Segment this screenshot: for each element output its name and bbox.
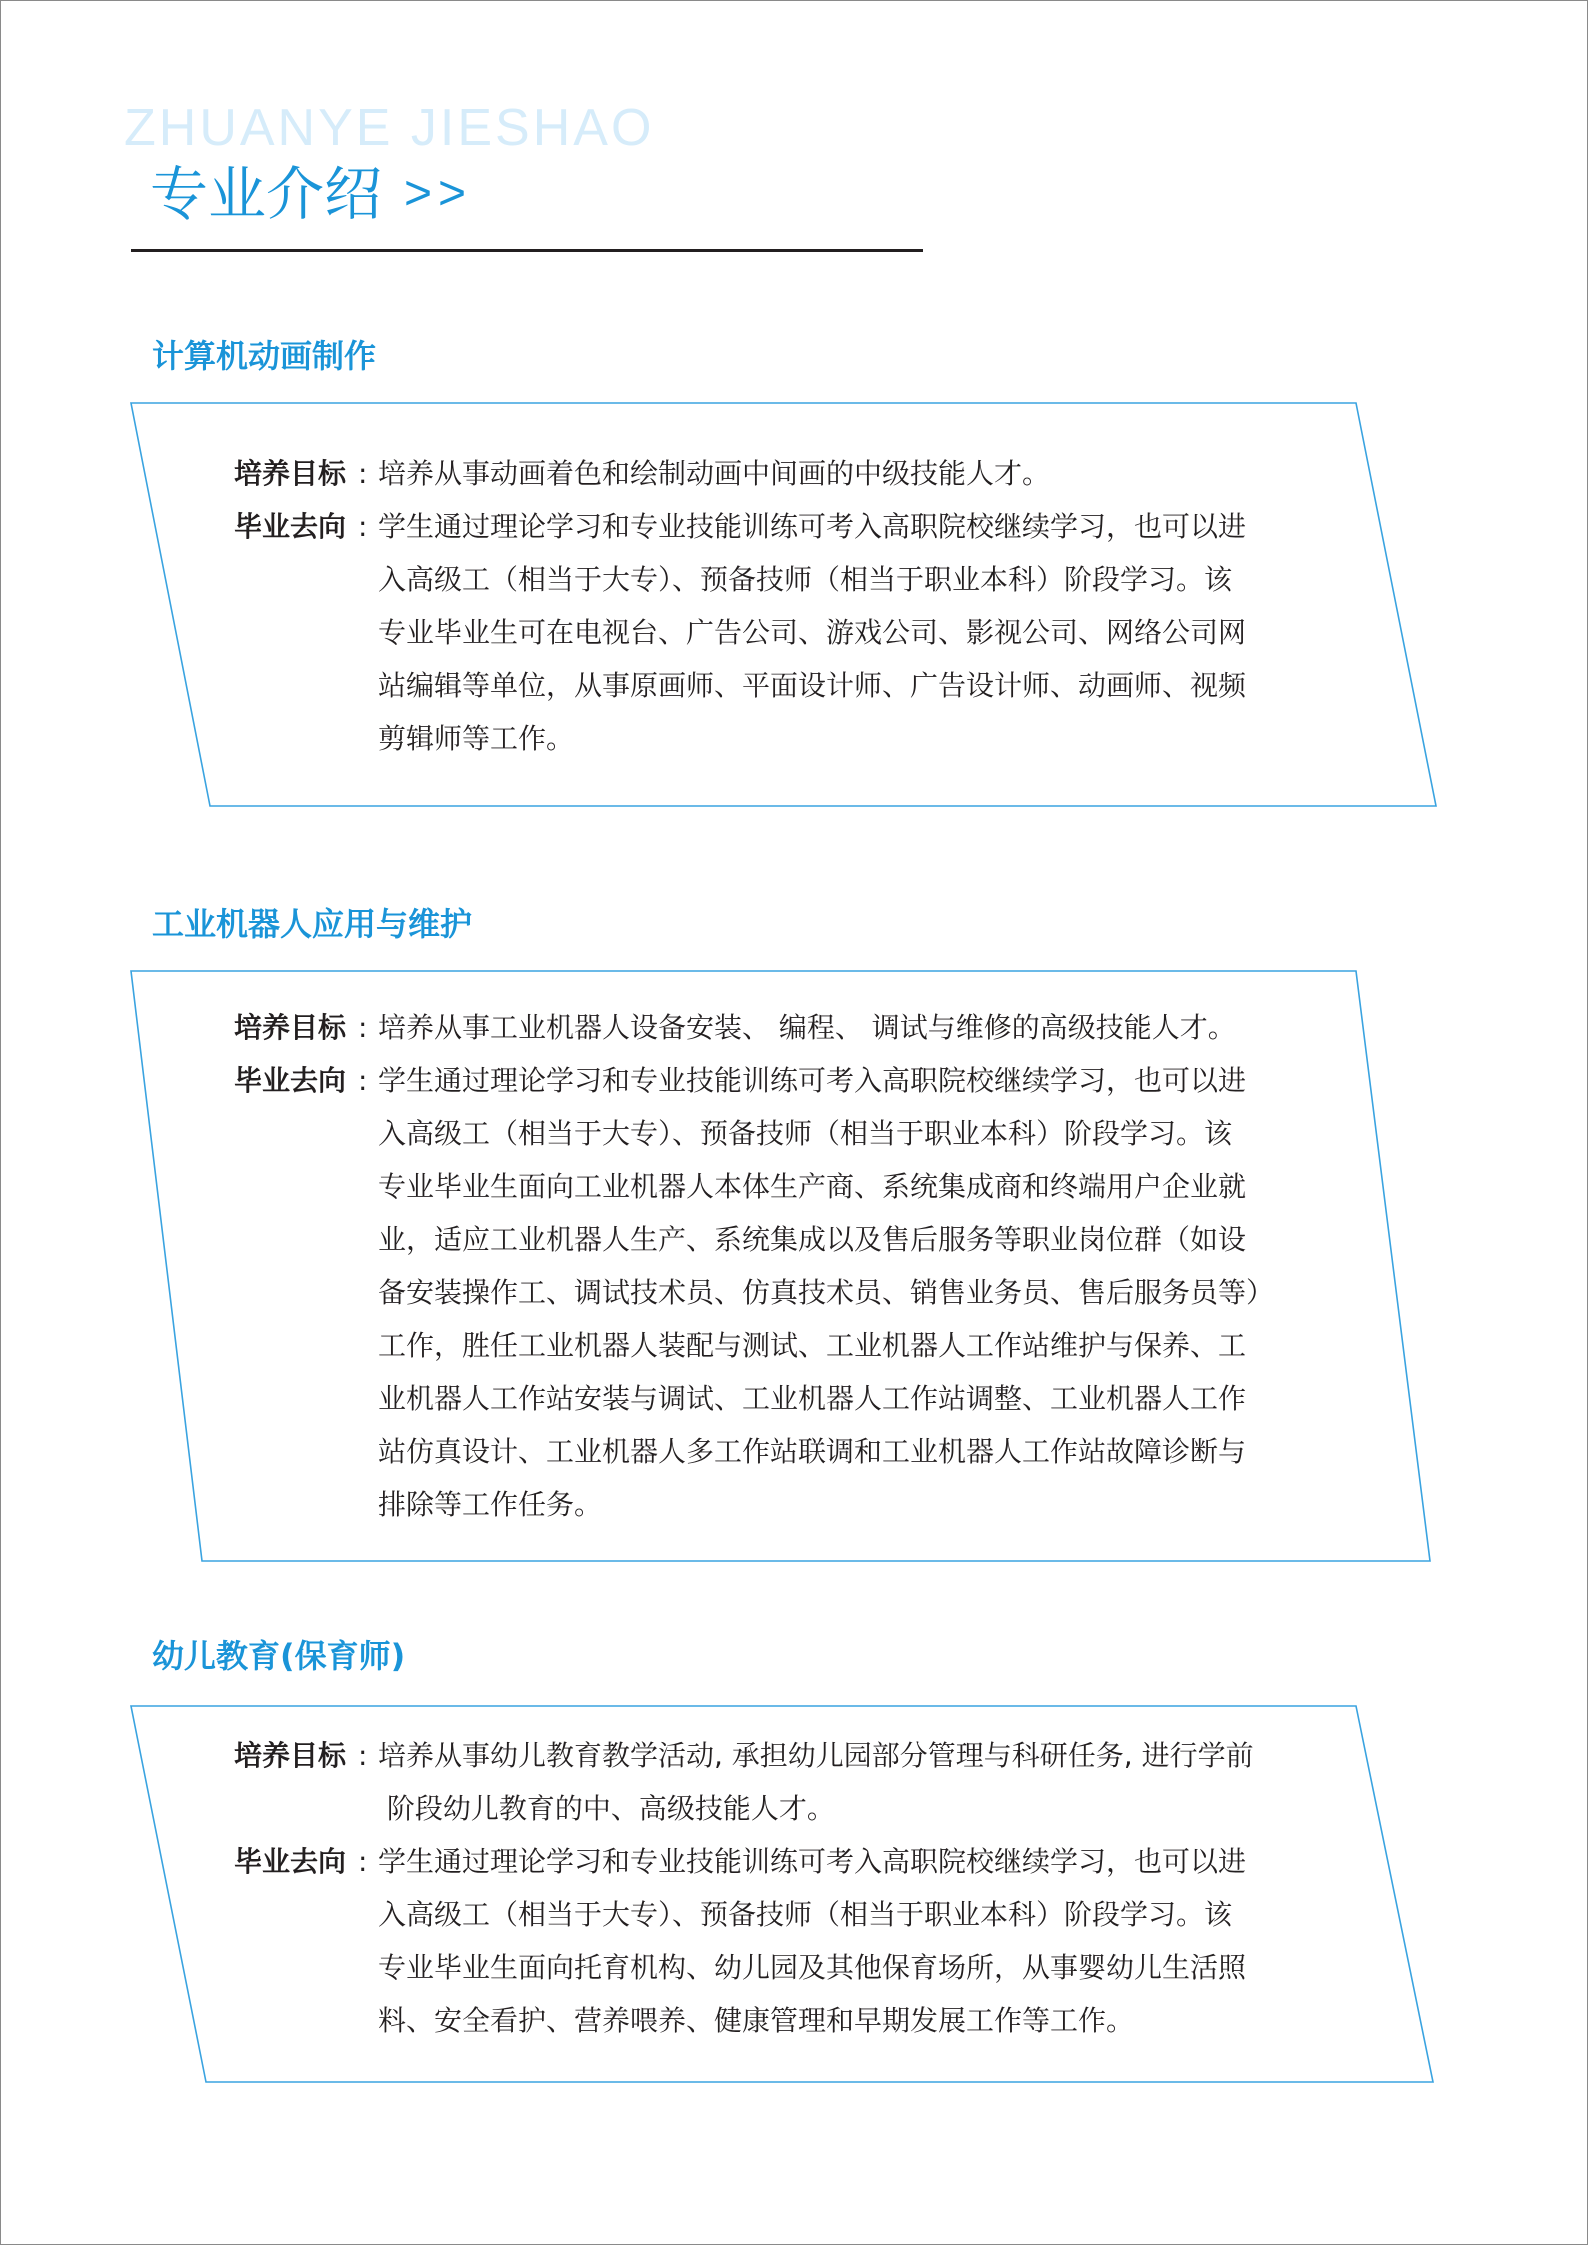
career-text xyxy=(368,500,1246,765)
career-row: 毕业去向 : 学生通过理论学习和专业技能训练可考入高职院校继续学习，也可以进 入高级工（相当于大专）、预备技师（相当于职业本科）阶段学习。该 专业毕业生面向工业机器人本体生产商、系统集成商和终端用户企业就 业，适应工业机器人生产、系统集成以及售后服务等职业岗位群（如设 备安装操作工、调试技术员、仿真技术员、销售业务员、售后服务员等） 工作，胜任工业机器人装配与测试、工业机器人工作站维护与保养、工 业机器人工作站安装与调试、工业机器人工作站调整、工业机器人工作 站仿真设计、工业机器人多工作站联调和工业机器人工作站故障诊断与 排除等工作任务。 xyxy=(234,1054,1274,1531)
career-line: 排除等工作任务。 xyxy=(378,1488,603,1521)
career-line: 备安装操作工、调试技术员、仿真技术员、销售业务员、售后服务员等） xyxy=(378,1276,1275,1309)
section-title: 工业机器人应用与维护 xyxy=(152,905,473,943)
career-line: 专业毕业生可在电视台、广告公司、游戏公司、影视公司、网络公司网 xyxy=(378,616,1247,649)
career-line: 学生通过理论学习和专业技能训练可考入高职院校继续学习，也可以进 xyxy=(378,1064,1247,1097)
career-text xyxy=(368,1054,1274,1531)
career-line: 业，适应工业机器人生产、系统集成以及售后服务等职业岗位群（如设 xyxy=(378,1223,1247,1256)
career-line: 入高级工（相当于大专）、预备技师（相当于职业本科）阶段学习。该 xyxy=(378,563,1233,596)
career-line: 入高级工（相当于大专）、预备技师（相当于职业本科）阶段学习。该 xyxy=(378,1117,1233,1150)
career-label: 毕业去向 xyxy=(234,510,347,543)
goal-line: 培养从事工业机器人设备安装、 编程、 调试与维修的高级技能人才。 xyxy=(378,1011,1236,1044)
goal-line: 阶段幼儿教育的中、高级技能人才。 xyxy=(378,1792,835,1825)
career-line: 学生通过理论学习和专业技能训练可考入高职院校继续学习，也可以进 xyxy=(378,510,1247,543)
career-text xyxy=(368,1835,1246,2047)
page-title: 专业介绍 xyxy=(150,160,383,228)
career-row: 毕业去向 : 学生通过理论学习和专业技能训练可考入高职院校继续学习，也可以进 入高级工（相当于大专）、预备技师（相当于职业本科）阶段学习。该 专业毕业生面向托育机构、幼儿园及其他保育场所，从事婴幼儿生活照 料、安全看护、营养喂养、健康管理和早期发展工作等工作。 xyxy=(234,1835,1254,2047)
goal-row: 培养目标 : 培养从事动画着色和绘制动画中间画的中级技能人才。 xyxy=(234,447,1246,500)
career-line: 站编辑等单位，从事原画师、平面设计师、广告设计师、动画师、视频 xyxy=(378,669,1247,702)
goal-row: 培养目标 : 培养从事工业机器人设备安装、 编程、 调试与维修的高级技能人才。 xyxy=(234,1001,1274,1054)
career-line: 剪辑师等工作。 xyxy=(378,722,575,755)
goal-text xyxy=(368,1001,1236,1054)
career-line: 入高级工（相当于大专）、预备技师（相当于职业本科）阶段学习。该 xyxy=(378,1898,1233,1931)
goal-text xyxy=(368,1729,1254,1835)
career-line: 料、安全看护、营养喂养、健康管理和早期发展工作等工作。 xyxy=(378,2004,1135,2037)
section-body xyxy=(234,1001,1274,1531)
header-arrows: >> xyxy=(404,167,473,220)
career-label: 毕业去向 xyxy=(234,1064,347,1097)
career-line: 业机器人工作站安装与调试、工业机器人工作站调整、工业机器人工作 xyxy=(378,1382,1247,1415)
section-title: 幼儿教育(保育师) xyxy=(152,1637,406,1675)
career-row: 毕业去向 : 学生通过理论学习和专业技能训练可考入高职院校继续学习，也可以进 入高级工（相当于大专）、预备技师（相当于职业本科）阶段学习。该 专业毕业生可在电视台、广告公司、游戏公司、影视公司、网络公司网 站编辑等单位，从事原画师、平面设计师、广告设计师、动画师、视频 剪辑师等工作。 xyxy=(234,500,1246,765)
section-body xyxy=(234,447,1246,765)
goal-label: 培养目标 xyxy=(234,1011,347,1044)
goal-line: 培养从事动画着色和绘制动画中间画的中级技能人才。 xyxy=(378,457,1051,490)
header-divider xyxy=(131,249,923,252)
career-line: 工作，胜任工业机器人装配与测试、工业机器人工作站维护与保养、工 xyxy=(378,1329,1247,1362)
goal-label: 培养目标 xyxy=(234,457,347,490)
career-label: 毕业去向 xyxy=(234,1845,347,1878)
goal-line: 培养从事幼儿教育教学活动, 承担幼儿园部分管理与科研任务, 进行学前 xyxy=(378,1739,1254,1772)
career-line: 学生通过理论学习和专业技能训练可考入高职院校继续学习，也可以进 xyxy=(378,1845,1247,1878)
goal-text xyxy=(368,447,1050,500)
career-line: 专业毕业生面向工业机器人本体生产商、系统集成商和终端用户企业就 xyxy=(378,1170,1247,1203)
career-line: 专业毕业生面向托育机构、幼儿园及其他保育场所，从事婴幼儿生活照 xyxy=(378,1951,1247,1984)
header-pinyin: ZHUANYE JIESHAO xyxy=(124,99,655,157)
career-line: 站仿真设计、工业机器人多工作站联调和工业机器人工作站故障诊断与 xyxy=(378,1435,1247,1468)
section-body xyxy=(234,1729,1254,2047)
goal-label: 培养目标 xyxy=(234,1739,347,1772)
goal-row: 培养目标 : 培养从事幼儿教育教学活动, 承担幼儿园部分管理与科研任务, 进行学前 阶段幼儿教育的中、高级技能人才。 xyxy=(234,1729,1254,1835)
section-title: 计算机动画制作 xyxy=(152,337,377,375)
